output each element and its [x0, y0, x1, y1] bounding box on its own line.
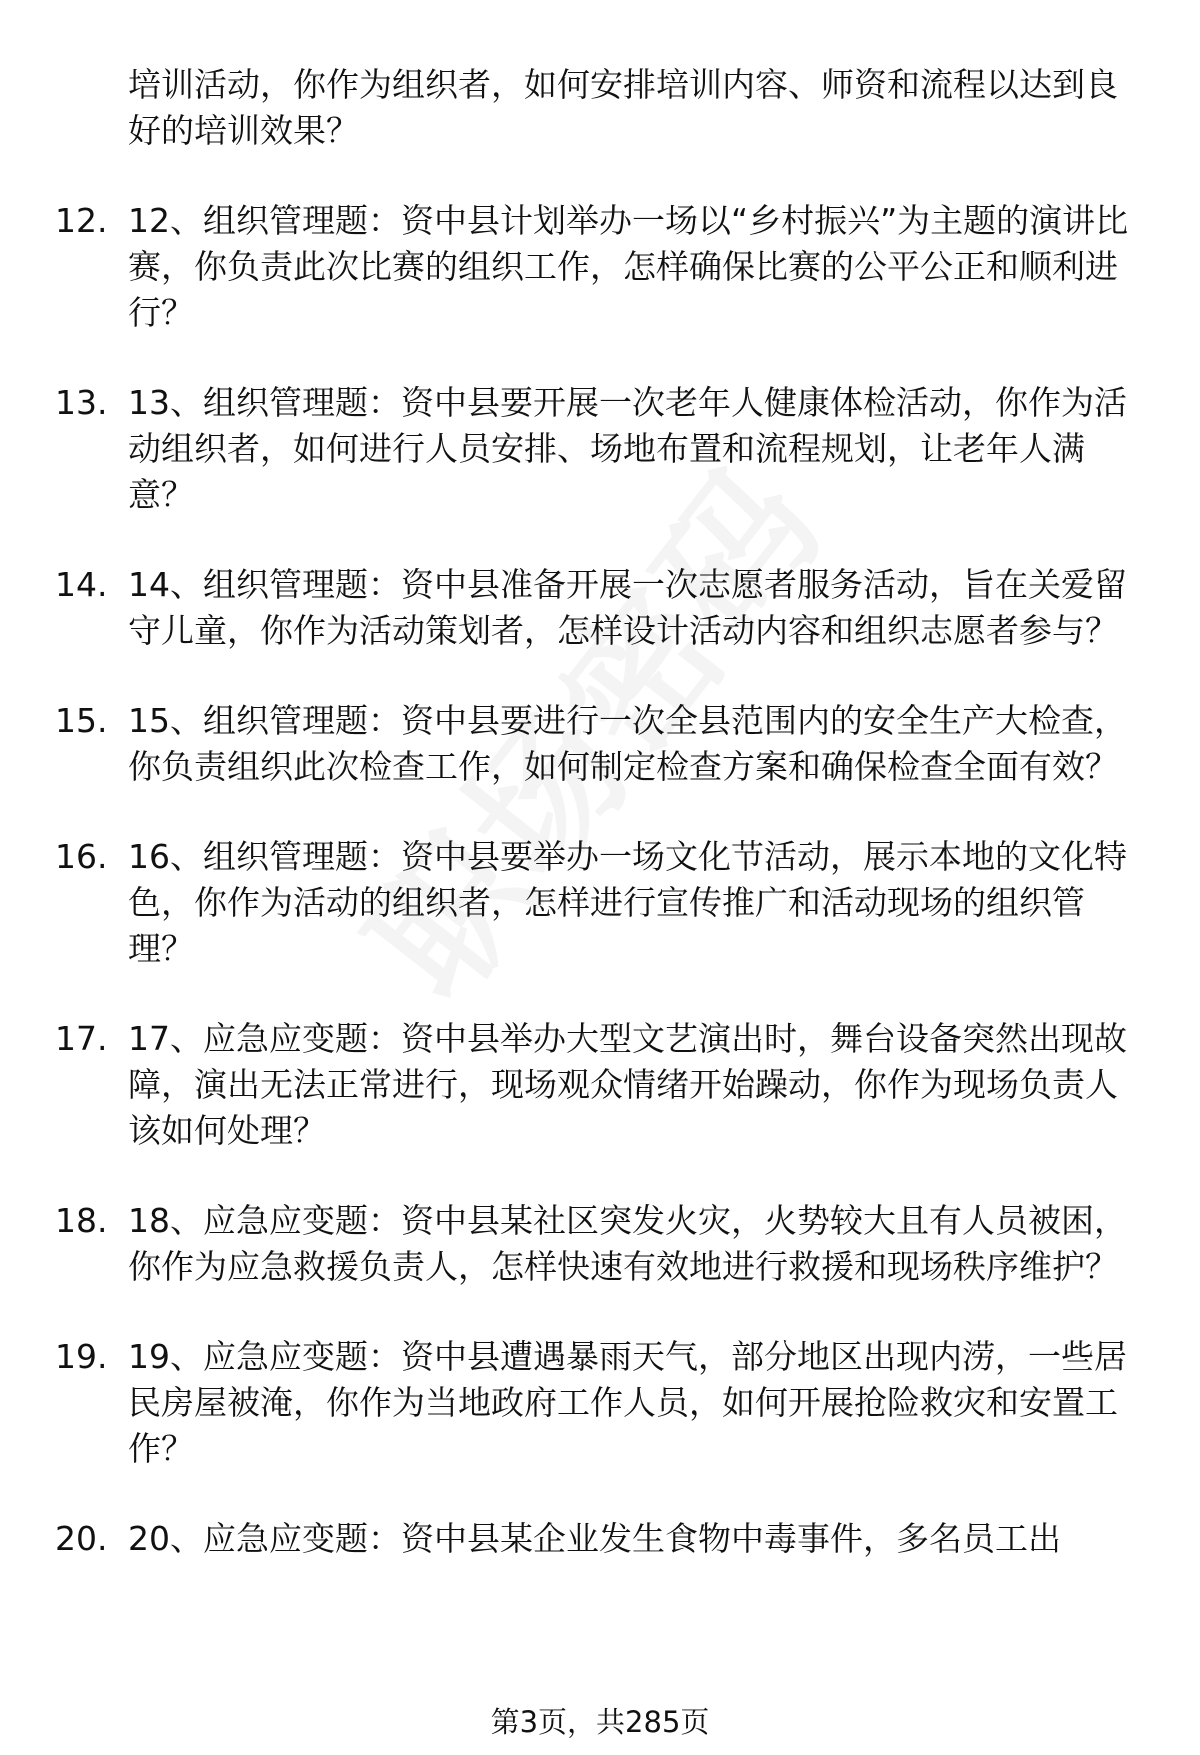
item-text: 16、组织管理题：资中县要举办一场文化节活动，展示本地的文化特色，你作为活动的组织者，怎样进行宣传推广和活动现场的组织管理？: [128, 837, 1127, 968]
item-number: 12.: [55, 201, 108, 240]
item-text: 20、应急应变题：资中县某企业发生食物中毒事件，多名员工出: [128, 1519, 1061, 1558]
list-item: [55, 1334, 1145, 1472]
item-text: 13、组织管理题：资中县要开展一次老年人健康体检活动，你作为活动组织者，如何进行人员安排、场地布置和流程规划，让老年人满意？: [128, 383, 1127, 514]
item-number: 17.: [55, 1019, 108, 1058]
item-number: 14.: [55, 565, 108, 604]
item-text: 17、应急应变题：资中县举办大型文艺演出时，舞台设备突然出现故障，演出无法正常进行，现场观众情绪开始躁动，你作为现场负责人该如何处理？: [128, 1019, 1127, 1150]
item-number: 13.: [55, 383, 108, 422]
page-footer: 第3页，共285页: [490, 1705, 710, 1739]
question-list: [55, 62, 1145, 1562]
list-item: [55, 380, 1145, 518]
item-text: 14、组织管理题：资中县准备开展一次志愿者服务活动，旨在关爱留守儿童，你作为活动策划者，怎样设计活动内容和组织志愿者参与？: [128, 565, 1127, 650]
item-text: 19、应急应变题：资中县遭遇暴雨天气，部分地区出现内涝，一些居民房屋被淹，你作为当地政府工作人员，如何开展抢险救灾和安置工作？: [128, 1337, 1127, 1468]
item-number: 16.: [55, 837, 108, 876]
item-number: 18.: [55, 1201, 108, 1240]
item-text: 12、组织管理题：资中县计划举办一场以“乡村振兴”为主题的演讲比赛，你负责此次比赛的组织工作，怎样确保比赛的公平公正和顺利进行？: [128, 201, 1129, 332]
item-text: 18、应急应变题：资中县某社区突发火灾，火势较大且有人员被困，你作为应急救援负责人，怎样快速有效地进行救援和现场秩序维护？: [128, 1201, 1127, 1286]
list-item: [55, 198, 1145, 336]
item-number: 15.: [55, 701, 108, 740]
continuation-text: 培训活动，你作为组织者，如何安排培训内容、师资和流程以达到良好的培训效果？: [128, 65, 1118, 150]
item-number: 19.: [55, 1337, 108, 1376]
list-item: [55, 698, 1145, 790]
list-item: [55, 1516, 1145, 1562]
list-item: [55, 1016, 1145, 1154]
list-item: [55, 834, 1145, 972]
list-item: [55, 1198, 1145, 1290]
item-text: 15、组织管理题：资中县要进行一次全县范围内的安全生产大检查，你负责组织此次检查工作，如何制定检查方案和确保检查全面有效？: [128, 701, 1127, 786]
item-number: 20.: [55, 1519, 108, 1558]
list-item: [55, 562, 1145, 654]
